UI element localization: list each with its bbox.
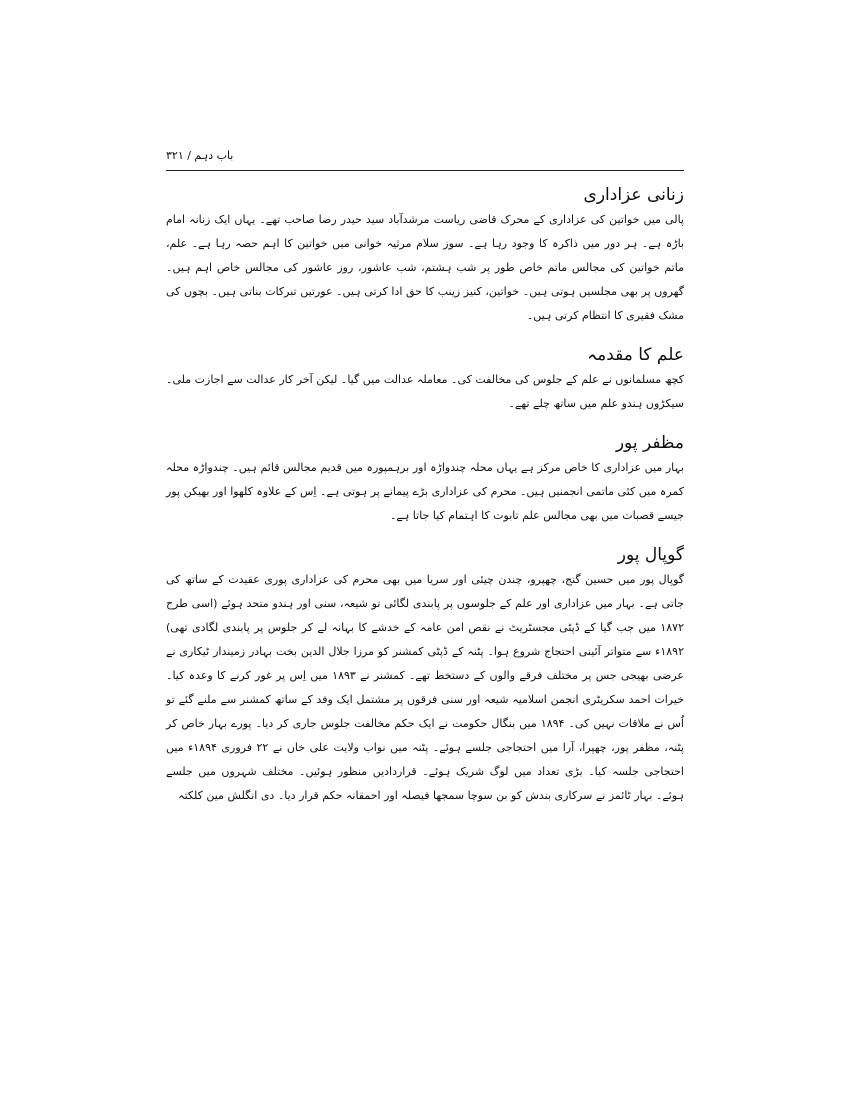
section-zanani-azadari bbox=[166, 182, 684, 328]
header-rule bbox=[166, 170, 684, 171]
page-body bbox=[166, 182, 684, 812]
section-paragraph: گوپال پور میں حسین گنج، چھپرو، چندن چیئی اور سریا میں بھی محرم کی عزاداری پوری عقیدت کے ساتھ کی جاتی ہے۔ بہار میں عزاداری اور علم کے جلوسوں پر پابندی لگائی تو شیعہ، سنی اور ہندو متحد ہوئے (اسی طرح ۱۸۷۲ میں جب گیا کے ڈپٹی مجسٹریٹ نے نقص امن عامہ کے خدشے کا بہانہ لے کر جلوس پر پابندی لگادی تھی) ۱۸۹۲ء سے متواتر آئینی احتجاج شروع ہوا۔ پٹنہ کے ڈپٹی کمشنر کو مرزا جلال الدین بخت بہادر زمیندار ٹیکاری نے عرضی بھیجی جس پر مختلف فرقے والوں کے دستخط تھے۔ کمشنر نے ۱۸۹۳ میں اِس پر غور کرنے کا وعدہ کیا۔ خیرات احمد سکریٹری انجمن اسلامیہ شیعہ اور سنی فرقوں پر مشتمل ایک وفد کے ساتھ کمشنر سے ملنے گئے تو اُس نے ملاقات نہیں کی۔ ۱۸۹۴ میں بنگال حکومت نے ایک حکم مخالفت جلوس جاری کر دیا۔ پورے بہار خاص کر پٹنہ، مظفر پور، چھپرا، آرا میں احتجاجی جلسے ہوئے۔ پٹنہ میں نواب ولایت علی خاں نے ۲۲ فروری ۱۸۹۴ء میں احتجاجی جلسہ کیا۔ بڑی تعداد میں لوگ شریک ہوئے۔ قراردادیں منظور ہوئیں۔ مختلف شہروں میں جلسے ہوئے۔ بہار ٹائمز نے سرکاری بندش کو بن سوچا سمجھا فیصلہ اور احمقانہ حکم قرار دیا۔ دی انگلش مین کلکتہ bbox=[166, 573, 684, 802]
section-heading: گوپال پور bbox=[617, 545, 684, 565]
section-heading: علم کا مقدمہ bbox=[587, 345, 684, 365]
running-head-text: باب دہم / ۳۲۱ bbox=[166, 149, 234, 162]
section-muzaffarpur bbox=[166, 430, 684, 528]
section-heading: مظفر پور bbox=[615, 433, 684, 453]
section-paragraph: بہار میں عزاداری کا خاص مرکز ہے یہاں محلہ چندواڑہ اور برہمپورہ میں قدیم مجالس قائم ہیں۔ چندواڑہ محلہ کمرہ میں کئی ماتمی انجمنیں ہیں۔ محرم کی عزاداری بڑے پیمانے پر ہوتی ہے۔ اِس کے علاوہ کلھوا اور بھیکن پور جیسے قصبات میں بھی مجالس علم تابوت کا اہتمام کیا جاتا ہے۔ bbox=[166, 461, 684, 522]
section-paragraph: پالی میں خواتین کی عزاداری کے محرک قاضی ریاست مرشدآباد سید حیدر رضا صاحب تھے۔ یہاں ایک زنانہ امام باڑہ ہے۔ ہر دور میں ذاکرہ کا وجود رہا ہے۔ سوز سلام مرثیہ خوانی میں خواتین کا اہم حصہ رہا ہے۔ علم، ماتم خواتین کی مجالس ماتم خاص طور پر شب ہشتم، شب عاشور، روز عاشور کی مجالس خاص اہم ہیں۔ گھروں پر بھی مجلسیں ہوتی ہیں۔ خواتین، کنیز زینب کا حق ادا کرتی ہیں۔ عورتیں تبرکات بناتی ہیں۔ بچوں کی مشک فقیری کا انتظام کرتی ہیں۔ bbox=[166, 213, 684, 322]
section-alam-ka-muqadma bbox=[166, 342, 684, 416]
section-heading: زنانی عزاداری bbox=[583, 185, 684, 205]
section-gopalpur bbox=[166, 542, 684, 808]
section-paragraph: کچھ مسلمانوں نے علم کے جلوس کی مخالفت کی۔ معاملہ عدالت میں گیا۔ لیکن آخر کار عدالت سے اجازت ملی۔ سیکڑوں ہندو علم میں ساتھ چلے تھے۔ bbox=[166, 373, 684, 410]
running-header bbox=[166, 148, 684, 168]
